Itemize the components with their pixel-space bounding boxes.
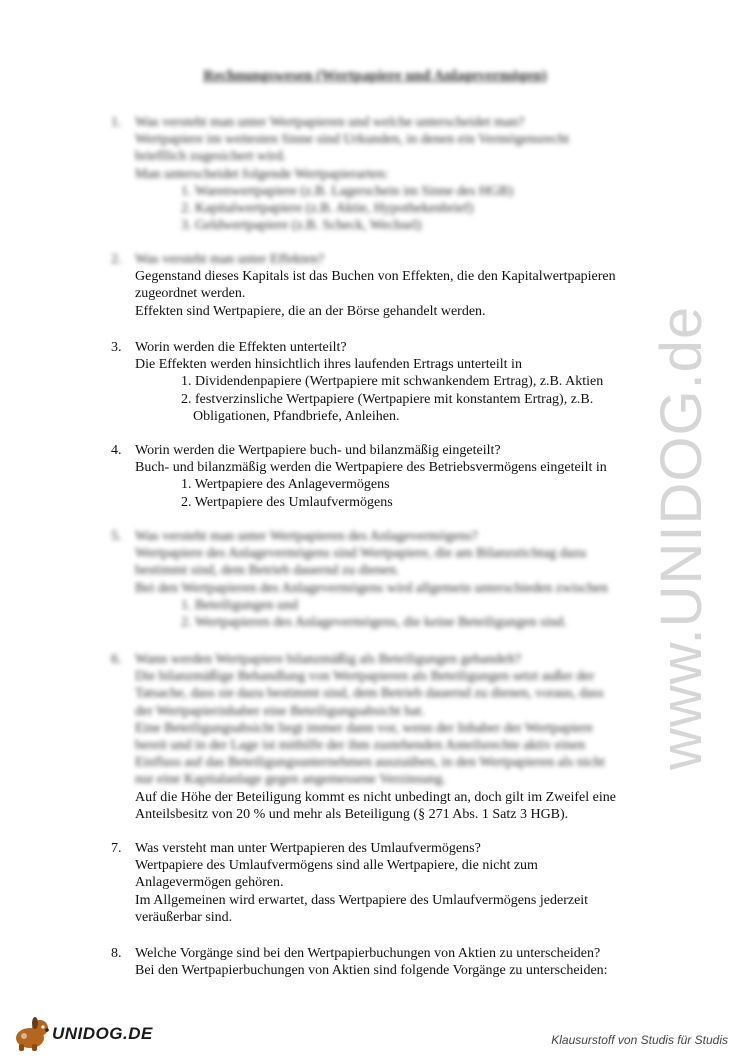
- answer-line: Wertpapiere des Anlagevermögens sind Wertpapiere, die am Bilanzstichtag dazu: [135, 546, 587, 562]
- question-number: 7.: [111, 841, 122, 856]
- unidog-logo[interactable]: [10, 1016, 160, 1052]
- footer-tagline: Klausurstoff von Studis für Studis: [551, 1033, 728, 1047]
- question-7: [111, 840, 671, 926]
- list-item: 1. Dividendenpapiere (Wertpapiere mit schwankendem Ertrag), z.B. Aktien: [181, 374, 604, 390]
- question-text: Wann werden Wertpapiere bilanzmäßig als Beteiligungen gehandelt?: [135, 652, 522, 667]
- question-number: 8.: [111, 946, 122, 961]
- answer-line: Anteilsbesitz von 20 % und mehr als Beteiligung (§ 271 Abs. 1 Satz 3 HGB).: [135, 806, 569, 822]
- question-3: [111, 339, 671, 425]
- logo-text: UNIDOG.DE: [52, 1024, 153, 1043]
- list-item: 2. Wertpapiere des Umlaufvermögens: [181, 494, 393, 510]
- question-2: [111, 251, 671, 320]
- answer-line: Einfluss auf das Beteiligungsunternehmen auszuüben, in den Wertpapieren als nicht: [135, 755, 605, 771]
- question-number: 3.: [111, 340, 122, 355]
- answer-line: Auf die Höhe der Beteiligung kommt es nicht unbedingt an, doch gilt im Zweifel eine: [135, 789, 616, 805]
- answer-line: bestimmt sind, dem Betrieb dauernd zu dienen.: [135, 563, 400, 579]
- question-number: 5.: [111, 529, 122, 544]
- question-number: 1.: [111, 115, 122, 130]
- answer-line: der Wertpapierinhaber eine Beteiligungsabsicht hat.: [135, 703, 425, 719]
- answer-line: Bei den Wertpapieren des Anlagevermögens wird allgemein unterschieden zwischen: [135, 580, 608, 596]
- list-item: 2. Wertpapieren des Anlagevermögens, die keine Beteiligungen sind.: [181, 615, 567, 631]
- answer-line: zugeordnet werden.: [135, 286, 246, 302]
- question-text: Was versteht man unter Wertpapieren des Umlaufvermögens?: [135, 841, 481, 856]
- list-item-continuation: Obligationen, Pfandbriefe, Anleihen.: [193, 408, 400, 424]
- list-item: 1. Wertpapiere des Anlagevermögens: [181, 477, 390, 493]
- dog-icon: [10, 1016, 54, 1052]
- question-text: Was versteht man unter Wertpapieren und welche unterscheidet man?: [135, 115, 525, 130]
- answer-line: Eine Beteiligungsabsicht liegt immer dann vor, wenn der Inhaber der Wertpapiere: [135, 720, 593, 736]
- answer-line: briefllich zugesichert wird.: [135, 149, 287, 165]
- question-text: Welche Vorgänge sind bei den Wertpapierbuchungen von Aktien zu unterscheiden?: [135, 946, 601, 961]
- question-1: [111, 114, 671, 234]
- document-title: Rechnungswesen (Wertpapiere und Anlagevermögen): [203, 68, 547, 84]
- question-number: 2.: [111, 252, 122, 267]
- answer-line: Wertpapiere im weitesten Sinne sind Urkunden, in denen ein Vermögensrecht: [135, 132, 570, 148]
- question-text: Was versteht man unter Wertpapieren des Anlagevermögens?: [135, 529, 478, 544]
- question-8: [111, 945, 671, 979]
- question-text: Worin werden die Wertpapiere buch- und bilanzmäßig eingeteilt?: [135, 443, 501, 458]
- answer-line: Man unterscheidet folgende Wertpapierarten:: [135, 166, 389, 182]
- answer-line: Bei den Wertpapierbuchungen von Aktien sind folgende Vorgänge zu unterscheiden:: [135, 963, 608, 979]
- question-5: [111, 528, 671, 631]
- answer-line: Die bilanzmäßige Behandlung von Wertpapieren als Beteiligungen setzt außer der: [135, 669, 595, 685]
- answer-line: Anlagevermögen gehören.: [135, 875, 284, 891]
- watermark: www.UNIDOG.de: [649, 305, 714, 770]
- question-number: 6.: [111, 652, 122, 667]
- answer-line: Tatsache, dass sie dazu bestimmt sind, dem Betrieb dauernd zu dienen, voraus, dass: [135, 686, 604, 702]
- question-4: [111, 442, 671, 511]
- question-6: [111, 651, 671, 823]
- answer-line: Buch- und bilanzmäßig werden die Wertpapiere des Betriebsvermögens eingeteilt in: [135, 460, 607, 476]
- answer-line: Gegenstand dieses Kapitals ist das Buchen von Effekten, die den Kapitalwertpapieren: [135, 269, 616, 285]
- list-item: 3. Geldwertpapiere (z.B. Scheck, Wechsel): [181, 218, 422, 234]
- answer-line: Wertpapiere des Umlaufvermögens sind alle Wertpapiere, die nicht zum: [135, 858, 538, 874]
- question-number: 4.: [111, 443, 122, 458]
- answer-line: veräußerbar sind.: [135, 909, 233, 925]
- answer-line: nur eine Kapitalanlage gegen angemessene Verzinsung.: [135, 772, 446, 788]
- list-item: 1. Warenwertpapiere (z.B. Lagerschein im Sinne des HGB): [181, 183, 514, 199]
- list-item: 2. Kapitalwertpapiere (z.B. Aktie, Hypothekenbrief): [181, 201, 474, 217]
- question-text: Was versteht man unter Effekten?: [135, 252, 325, 267]
- answer-line: Die Effekten werden hinsichtlich ihres laufenden Ertrags unterteilt in: [135, 357, 522, 373]
- answer-line: bereit und in der Lage ist mithilfe der ihm zustehenden Anteilsrechte aktiv einen: [135, 738, 586, 754]
- list-item: 1. Beteiligungen und: [181, 597, 299, 613]
- question-text: Worin werden die Effekten unterteilt?: [135, 340, 347, 355]
- answer-line: Effekten sind Wertpapiere, die an der Börse gehandelt werden.: [135, 303, 486, 319]
- answer-line: Im Allgemeinen wird erwartet, dass Wertpapiere des Umlaufvermögens jederzeit: [135, 892, 589, 908]
- list-item: 2. festverzinsliche Wertpapiere (Wertpapiere mit konstantem Ertrag), z.B.: [181, 391, 594, 407]
